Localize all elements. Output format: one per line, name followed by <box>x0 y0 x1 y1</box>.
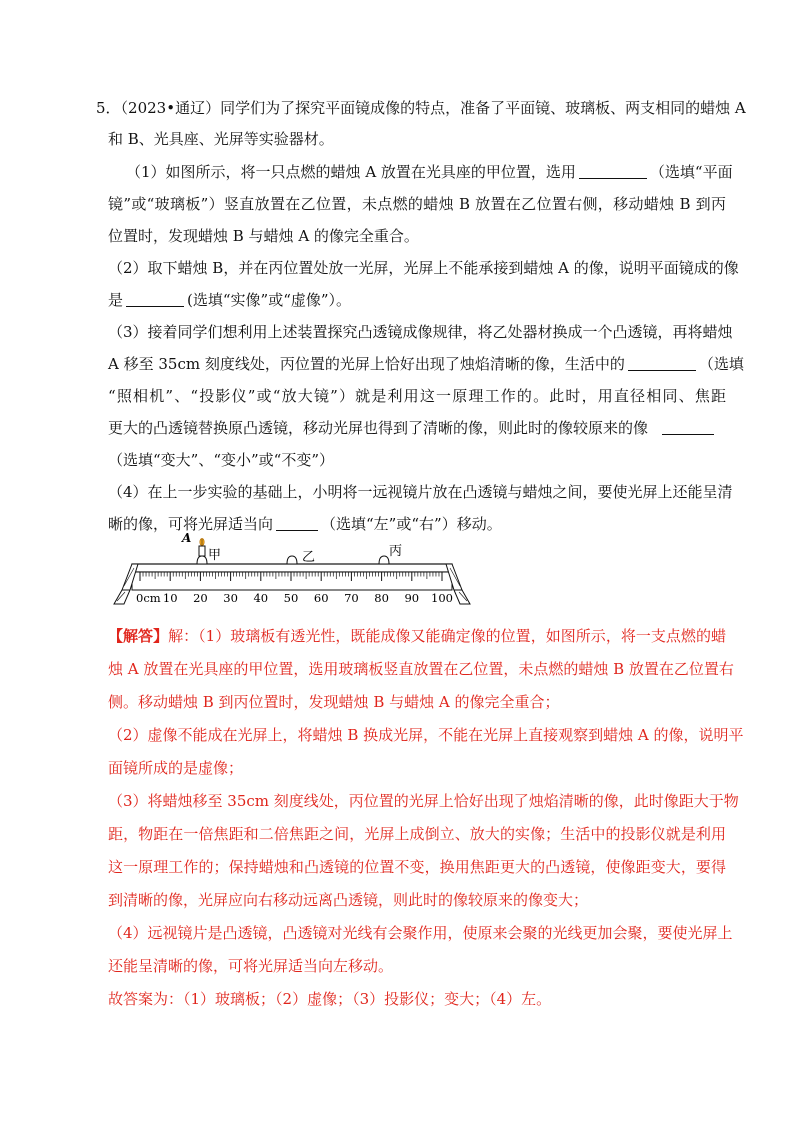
scale-label-10: 10 <box>162 591 178 605</box>
scale-label-30: 30 <box>223 591 238 605</box>
holder-jia <box>197 538 207 564</box>
candle-a <box>199 546 205 556</box>
final-answer: 故答案为：（1）玻璃板；（2）虚像；（3）投影仪；变大；（4）左。 <box>108 990 552 1008</box>
part3-line3: “照相机”、“投影仪”或“放大镜”）就是利用这一原理工作的。此时，用直径相同、焦距 <box>108 387 726 405</box>
optical-bench-figure <box>108 528 478 610</box>
scale-label-100: 100 <box>431 591 453 605</box>
scale-label-40: 40 <box>253 591 269 605</box>
part1-text-b: （选填“平面 <box>649 163 733 181</box>
answer-tag: 【解答】 <box>108 627 169 645</box>
answer-line3: 侧。移动蜡烛 B 到丙位置时，发现蜡烛 B 与蜡烛 A 的像完全重合； <box>108 693 560 711</box>
candle-a-label: A <box>182 531 192 545</box>
part2-text-b: (选填“实像”或“虚像”）。 <box>187 291 352 309</box>
part3-text-a: A 移至 35cm 刻度线处，丙位置的光屏上恰好出现了烛焰清晰的像，生活中的 <box>108 355 625 373</box>
holder-yi <box>287 556 297 564</box>
part2-text-a: 是 <box>108 291 124 309</box>
position-yi-label: 乙 <box>302 550 316 565</box>
bench-rail-scale <box>132 572 452 590</box>
answer-line1-text: 解：（1）玻璃板有透光性，既能成像又能确定像的位置，如图所示，将一支点燃的蜡 <box>168 627 726 645</box>
answer-line7: 距，物距在一倍焦距和二倍焦距之间，光屏上成倒立、放大的实像；生活中的投影仪就是利用 <box>108 825 726 843</box>
question-stem-cont: 和 B、光具座、光屏等实验器材。 <box>108 130 334 148</box>
answer-line5: 面镜所成的是虚像； <box>108 759 244 777</box>
scale-label-50: 50 <box>283 591 299 605</box>
part4-text-b: （选填“左”或“右”）移动。 <box>321 515 502 533</box>
answer-blank-4[interactable] <box>662 420 714 435</box>
part4-line1: （4）在上一步实验的基础上，小明将一远视镜片放在凸透镜与蜡烛之间，要使光屏上还能呈清 <box>108 483 733 501</box>
scale-label-0cm: 0cm <box>136 591 161 605</box>
part2-line1: （2）取下蜡烛 B，并在丙位置处放一光屏，光屏上不能承接到蜡烛 A 的像，说明平面镜成的像 <box>108 259 739 277</box>
answer-line2: 烛 A 放置在光具座的甲位置，选用玻璃板竖直放置在乙位置，未点燃的蜡烛 B 放置在乙位置右 <box>108 660 734 678</box>
answer-line10: （4）远视镜片是凸透镜，凸透镜对光线有会聚作用，使原来会聚的光线更加会聚，要使光屏上 <box>108 924 733 942</box>
part1-line1 <box>126 162 733 182</box>
position-bing-label: 丙 <box>389 544 403 559</box>
part3-line2 <box>108 354 744 374</box>
part1-text-a: （1）如图所示，将一只点燃的蜡烛 A 放置在光具座的甲位置，选用 <box>126 163 576 181</box>
part4-text-a: 晰的像，可将光屏适当向 <box>108 515 274 533</box>
answer-blank-3[interactable] <box>628 356 696 371</box>
part1-line2: 镜”或“玻璃板”）竖直放置在乙位置，未点燃的蜡烛 B 放置在乙位置右侧，移动蜡烛 B 到丙 <box>108 195 726 213</box>
answer-line6: （3）将蜡烛移至 35cm 刻度线处，丙位置的光屏上恰好出现了烛焰清晰的像，此时像距大于物 <box>108 792 739 810</box>
scale-label-80: 80 <box>374 591 389 605</box>
part3-text-c: 更大的凸透镜替换原凸透镜，移动光屏也得到了清晰的像，则此时的像较原来的像 <box>108 419 649 437</box>
scale-label-60: 60 <box>313 591 329 605</box>
position-jia-label: 甲 <box>208 548 222 563</box>
part3-line5: （选填“变大”、“变小”或“不变”） <box>108 451 335 469</box>
part3-line4 <box>108 418 717 438</box>
part1-line3: 位置时，发现蜡烛 B 与蜡烛 A 的像完全重合。 <box>108 227 419 245</box>
holder-bing <box>379 556 389 564</box>
answer-line8: 这一原理工作的；保持蜡烛和凸透镜的位置不变，换用焦距更大的凸透镜，使像距变大，要得 <box>108 858 726 876</box>
scale-label-90: 90 <box>404 591 420 605</box>
bench-rail-top <box>132 564 452 572</box>
part3-text-b: （选填 <box>698 355 744 373</box>
answer-line9: 到清晰的像，光屏应向右移动远离凸透镜，则此时的像较原来的像变大； <box>108 891 589 909</box>
part3-line1: （3）接着同学们想利用上述装置探究凸透镜成像规律，将乙处器材换成一个凸透镜，再将蜡烛 <box>108 323 733 341</box>
answer-blank-1[interactable] <box>579 164 647 179</box>
answer-line1 <box>108 626 726 646</box>
part2-line2 <box>108 290 351 310</box>
answer-blank-2[interactable] <box>126 292 184 307</box>
optical-bench-diagram <box>108 528 478 610</box>
answer-line11: 还能呈清晰的像，可将光屏适当向左移动。 <box>108 957 394 975</box>
question-stem: 5．（2023•通辽）同学们为了探究平面镜成像的特点，准备了平面镜、玻璃板、两支相同的蜡烛 A <box>96 99 746 117</box>
answer-line4: （2）虚像不能成在光屏上，将蜡烛 B 换成光屏，不能在光屏上直接观察到蜡烛 A 的像，说明平 <box>108 726 744 744</box>
scale-label-70: 70 <box>344 591 359 605</box>
scale-label-20: 20 <box>193 591 208 605</box>
